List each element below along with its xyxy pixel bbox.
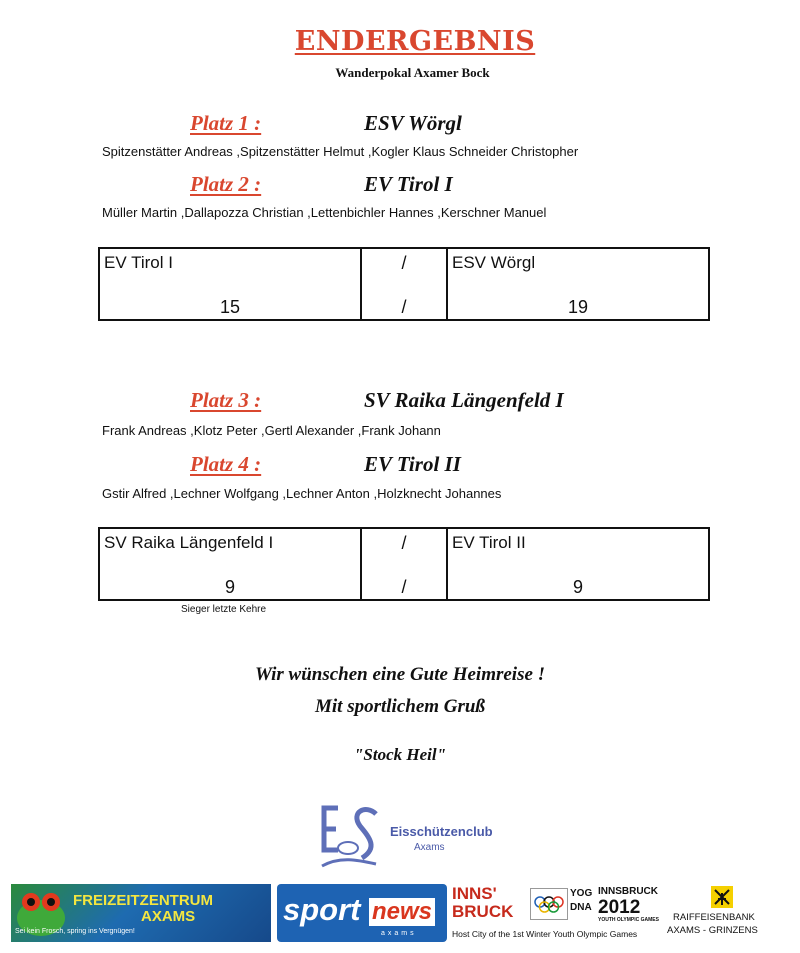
page-title: ENDERGEBNIS bbox=[294, 26, 536, 57]
placement-4-players: Gstir Alfred ,Lechner Wolfgang ,Lechner Anton ,Holzknecht Johannes bbox=[102, 486, 502, 501]
match-1-right-cell bbox=[448, 249, 708, 319]
placement-3-players: Frank Andreas ,Klotz Peter ,Gertl Alexander ,Frank Johann bbox=[102, 423, 441, 438]
placement-4-team: EV Tirol II bbox=[364, 452, 461, 476]
raiffeisen-logo-icon bbox=[711, 886, 733, 908]
raiffeisen-line2: AXAMS - GRINZENS bbox=[667, 925, 758, 936]
freizeit-title2: AXAMS bbox=[141, 908, 196, 925]
sportnews-sub: axams bbox=[381, 930, 417, 937]
sponsor-raiffeisenbank bbox=[667, 884, 785, 942]
page-subtitle: Wanderpokal Axamer Bock bbox=[335, 65, 490, 80]
innsbruck-year: 2012 bbox=[598, 897, 641, 918]
match-2-right-cell bbox=[448, 529, 708, 599]
match-1-separator-cell bbox=[362, 249, 448, 319]
match-1-score-right: 19 bbox=[567, 297, 589, 317]
closing-line-2: Mit sportlichem Gruß bbox=[315, 696, 485, 717]
raiffeisen-line1: RAIFFEISENBANK bbox=[673, 912, 755, 923]
closing-line-1: Wir wünschen eine Gute Heimreise ! bbox=[254, 664, 546, 685]
match-2-left-cell bbox=[100, 529, 362, 599]
innsbruck-bruck: BRUCK bbox=[452, 902, 514, 921]
match-2-team-left: SV Raika Längenfeld I bbox=[104, 533, 274, 552]
innsbruck-inns: INNS' bbox=[452, 884, 497, 903]
placement-2-label: Platz 2 : bbox=[190, 172, 262, 196]
olympic-rings-icon bbox=[530, 888, 568, 920]
placement-1-team: ESV Wörgl bbox=[364, 111, 462, 135]
innsbruck-yog: YOG bbox=[570, 888, 593, 899]
club-logo bbox=[318, 800, 498, 870]
match-1-separator-bottom: / bbox=[401, 297, 407, 317]
innsbruck-tagline: Host City of the 1st Winter Youth Olympic Games bbox=[452, 929, 638, 939]
innsbruck-dna: DNA bbox=[570, 902, 592, 913]
placement-1-label: Platz 1 : bbox=[190, 111, 262, 135]
match-1-score-left: 15 bbox=[219, 297, 241, 317]
sportnews-word2: news bbox=[369, 898, 435, 926]
club-name: Eisschützenclub bbox=[390, 824, 493, 839]
match-1-team-left: EV Tirol I bbox=[104, 253, 173, 272]
closing-line-3: "Stock Heil" bbox=[353, 745, 447, 764]
match-1-team-right: ESV Wörgl bbox=[452, 253, 536, 272]
placement-2-team: EV Tirol I bbox=[364, 172, 453, 196]
match-2-separator-cell bbox=[362, 529, 448, 599]
match-1-result-box bbox=[98, 247, 710, 321]
match-2-result-box bbox=[98, 527, 710, 601]
placement-3-team: SV Raika Längenfeld I bbox=[364, 388, 564, 412]
placement-2-players: Müller Martin ,Dallapozza Christian ,Lettenbichler Hannes ,Kerschner Manuel bbox=[102, 205, 547, 220]
placement-4-label: Platz 4 : bbox=[190, 452, 262, 476]
club-logo-icon bbox=[318, 800, 388, 870]
sponsor-innsbruck bbox=[450, 884, 662, 942]
match-2-score-left: 9 bbox=[224, 577, 235, 597]
match-2-team-right: EV Tirol II bbox=[452, 533, 526, 552]
match-1-separator-top: / bbox=[401, 253, 407, 273]
match-2-note: Sieger letzte Kehre bbox=[181, 604, 267, 615]
freizeit-slogan: Sei kein Frosch, spring ins Vergnügen! bbox=[15, 928, 135, 935]
innsbruck-games: YOUTH OLYMPIC GAMES bbox=[598, 917, 659, 923]
match-1-left-cell bbox=[100, 249, 362, 319]
placement-3-label: Platz 3 : bbox=[190, 388, 262, 412]
sponsor-freizeitzentrum bbox=[11, 884, 271, 942]
innsbruck-city: INNSBRUCK bbox=[598, 886, 658, 897]
freizeit-title: FREIZEITZENTRUM bbox=[73, 892, 213, 909]
placement-1-players: Spitzenstätter Andreas ,Spitzenstätter Helmut ,Kogler Klaus Schneider Christopher bbox=[102, 144, 579, 159]
match-2-separator-bottom: / bbox=[401, 577, 407, 597]
match-2-score-right: 9 bbox=[572, 577, 583, 597]
match-2-separator-top: / bbox=[401, 533, 407, 553]
sportnews-word1: sport bbox=[283, 892, 361, 927]
sponsor-sportnews bbox=[277, 884, 447, 942]
club-place: Axams bbox=[414, 842, 445, 853]
